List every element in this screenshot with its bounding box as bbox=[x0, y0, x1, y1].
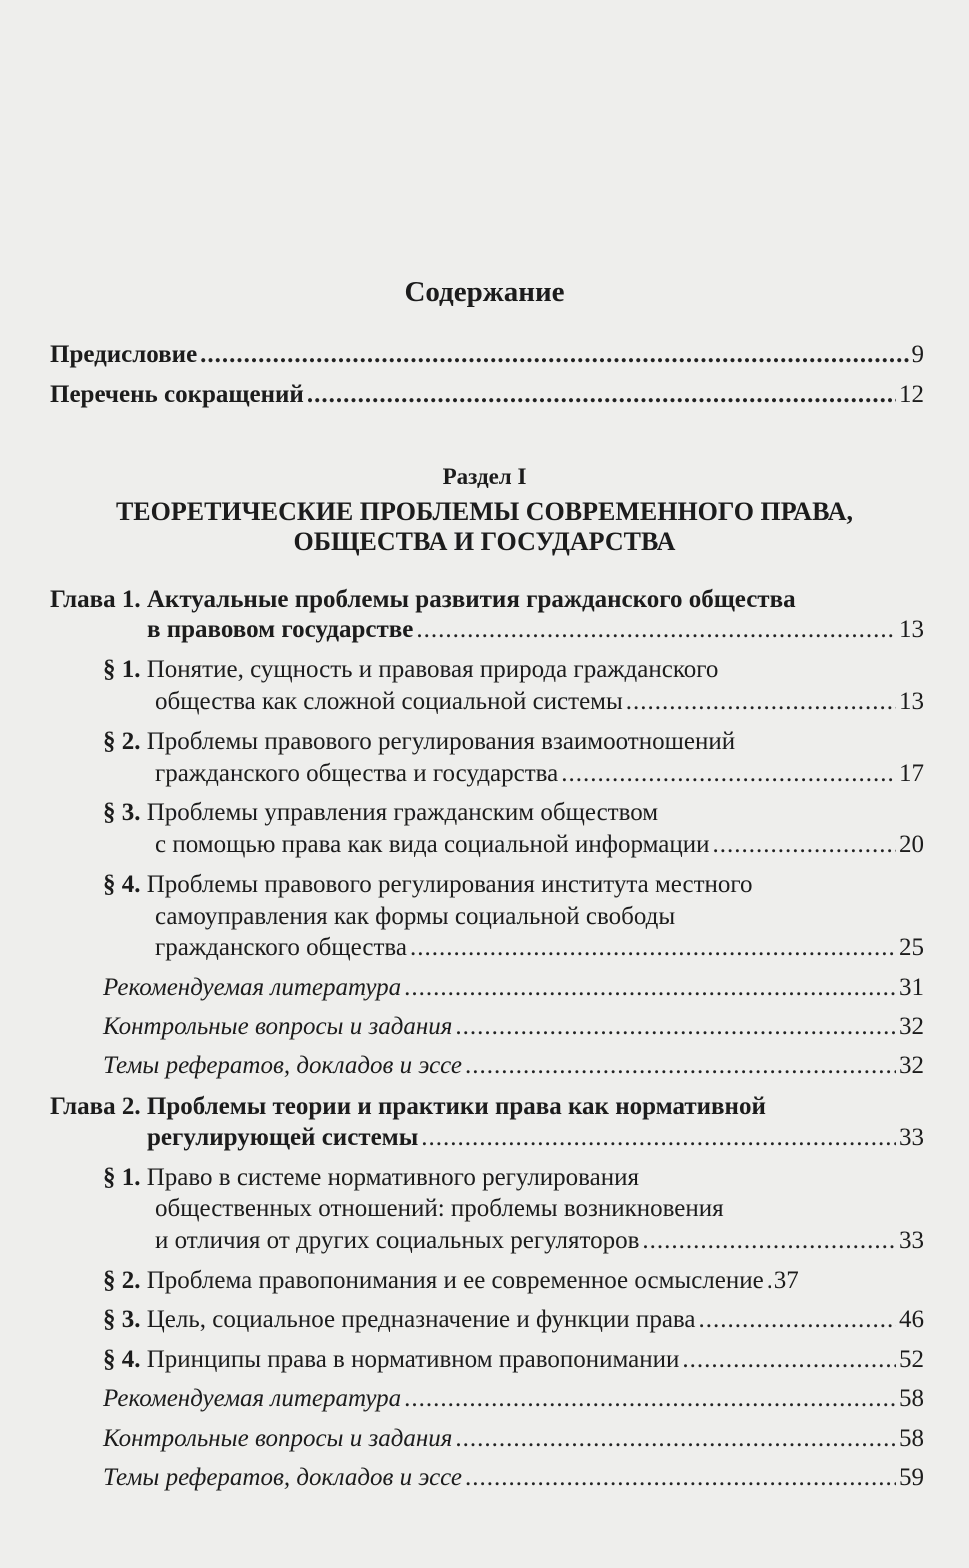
ch1-recommended-literature bbox=[103, 973, 924, 1003]
entry-page: 52 bbox=[899, 1346, 924, 1373]
leader-dots bbox=[465, 1051, 896, 1081]
entry-page: 20 bbox=[899, 831, 924, 858]
leader-dots bbox=[642, 1226, 896, 1256]
ch2-paragraph-3 bbox=[103, 1305, 924, 1335]
paragraph-line: гражданского общества bbox=[155, 934, 407, 961]
entry-text: Перечень сокращений bbox=[50, 381, 304, 408]
entry-text: Контрольные вопросы и задания bbox=[103, 1013, 453, 1040]
ch2-paragraph-4 bbox=[103, 1345, 924, 1375]
paragraph-number: § 4. bbox=[103, 1346, 141, 1373]
paragraph-line: общественных отношений: проблемы возникновения bbox=[155, 1195, 724, 1222]
entry-page: 33 bbox=[899, 1227, 924, 1254]
entry-page: 58 bbox=[899, 1425, 924, 1452]
ch1-paragraph-3 bbox=[103, 798, 658, 828]
entry-text: Предисловие bbox=[50, 341, 198, 368]
ch1-paragraph-4 bbox=[103, 870, 753, 900]
chapter-title-line2: регулирующей системы bbox=[147, 1124, 419, 1151]
entry-page: 32 bbox=[899, 1013, 924, 1040]
paragraph-line: общества как сложной социальной системы bbox=[155, 688, 623, 715]
paragraph-line: Цель, социальное предназначение и функции права bbox=[146, 1306, 696, 1333]
entry-page: 32 bbox=[899, 1052, 924, 1079]
leader-dots bbox=[200, 340, 908, 370]
entry-page: 59 bbox=[899, 1464, 924, 1491]
paragraph-line: гражданского общества и государства bbox=[155, 760, 559, 787]
entry-text: Темы рефератов, докладов и эссе bbox=[103, 1464, 463, 1491]
ch1-paragraph-4-end bbox=[155, 933, 924, 963]
paragraph-number: § 3. bbox=[103, 799, 141, 826]
paragraph-line: Проблемы правового регулирования института местного bbox=[146, 871, 753, 898]
leader-dots bbox=[712, 830, 896, 860]
paragraph-number: § 4. bbox=[103, 871, 141, 898]
paragraph-line: самоуправления как формы социальной свободы bbox=[155, 903, 676, 930]
toc-entry-preface bbox=[50, 340, 924, 370]
paragraph-line: Право в системе нормативного регулирования bbox=[146, 1164, 639, 1191]
chapter-2-title bbox=[50, 1092, 766, 1122]
entry-text: Рекомендуемая литература bbox=[103, 1385, 402, 1412]
ch1-paragraph-1-end bbox=[155, 687, 924, 717]
leader-dots bbox=[421, 1123, 896, 1153]
leader-dots bbox=[410, 933, 896, 963]
paragraph-number: § 2. bbox=[103, 1267, 141, 1294]
leader-dots bbox=[455, 1012, 896, 1042]
paragraph-line: и отличия от других социальных регуляторов bbox=[155, 1227, 640, 1254]
leader-dots bbox=[404, 1384, 896, 1414]
paragraph-number: § 2. bbox=[103, 728, 141, 755]
paragraph-line: Понятие, сущность и правовая природа гражданского bbox=[146, 656, 719, 683]
paragraph-line: с помощью права как вида социальной информации bbox=[155, 831, 710, 858]
ch2-control-questions bbox=[103, 1424, 924, 1454]
paragraph-line: Проблемы управления гражданским обществом bbox=[146, 799, 659, 826]
entry-page: 58 bbox=[899, 1385, 924, 1412]
section-label: Раздел I bbox=[442, 464, 527, 489]
leader-dots bbox=[465, 1463, 896, 1493]
ch1-paragraph-2-end bbox=[155, 759, 924, 789]
page-title: Содержание bbox=[404, 276, 565, 308]
entry-page: 31 bbox=[899, 974, 924, 1001]
entry-page: 37 bbox=[773, 1267, 799, 1294]
chapter-title-line1: Проблемы теории и практики права как нормативной bbox=[146, 1093, 766, 1120]
ch2-paragraph-1 bbox=[103, 1163, 639, 1193]
entry-text: Рекомендуемая литература bbox=[103, 974, 402, 1001]
chapter-2-title-end bbox=[147, 1123, 924, 1153]
toc-entry-abbreviations bbox=[50, 380, 924, 410]
leader-dots bbox=[767, 1266, 771, 1296]
entry-page: 17 bbox=[899, 760, 924, 787]
paragraph-line: Проблема правопонимания и ее современное осмысление bbox=[146, 1267, 764, 1294]
entry-page: 9 bbox=[911, 341, 924, 368]
ch1-paragraph-3-end bbox=[155, 830, 924, 860]
section-title-line2: ОБЩЕСТВА И ГОСУДАРСТВА bbox=[293, 527, 676, 556]
entry-text: Темы рефератов, докладов и эссе bbox=[103, 1052, 463, 1079]
leader-dots bbox=[455, 1424, 896, 1454]
chapter-label: Глава 1. bbox=[50, 586, 141, 613]
ch1-paragraph-2 bbox=[103, 727, 735, 757]
entry-page: 33 bbox=[899, 1124, 924, 1151]
ch2-recommended-literature bbox=[103, 1384, 924, 1414]
ch1-essay-topics bbox=[103, 1051, 924, 1081]
leader-dots bbox=[404, 973, 896, 1003]
entry-page: 12 bbox=[899, 381, 924, 408]
paragraph-line: Проблемы правового регулирования взаимоотношений bbox=[146, 728, 736, 755]
entry-page: 13 bbox=[899, 616, 924, 643]
leader-dots bbox=[698, 1305, 896, 1335]
chapter-title-line2: в правовом государстве bbox=[147, 616, 414, 643]
leader-dots bbox=[307, 380, 896, 410]
leader-dots bbox=[626, 687, 896, 717]
paragraph-number: § 1. bbox=[103, 1164, 141, 1191]
ch2-paragraph-1-end bbox=[155, 1226, 924, 1256]
entry-page: 13 bbox=[899, 688, 924, 715]
entry-page: 46 bbox=[899, 1306, 924, 1333]
chapter-1-title bbox=[50, 585, 796, 615]
ch2-essay-topics bbox=[103, 1463, 924, 1493]
paragraph-number: § 3. bbox=[103, 1306, 141, 1333]
leader-dots bbox=[561, 759, 896, 789]
leader-dots bbox=[682, 1345, 896, 1375]
chapter-label: Глава 2. bbox=[50, 1093, 141, 1120]
section-title-line1: ТЕОРЕТИЧЕСКИЕ ПРОБЛЕМЫ СОВРЕМЕННОГО ПРАВА, bbox=[115, 497, 854, 526]
paragraph-line: Принципы права в нормативном правопонимании bbox=[146, 1346, 680, 1373]
paragraph-number: § 1. bbox=[103, 656, 141, 683]
entry-page: 25 bbox=[899, 934, 924, 961]
chapter-title-line1: Актуальные проблемы развития гражданского общества bbox=[146, 586, 796, 613]
ch1-control-questions bbox=[103, 1012, 924, 1042]
leader-dots bbox=[416, 615, 896, 645]
ch1-paragraph-1 bbox=[103, 655, 718, 685]
entry-text: Контрольные вопросы и задания bbox=[103, 1425, 453, 1452]
chapter-1-title-end bbox=[147, 615, 924, 645]
ch2-paragraph-2 bbox=[103, 1266, 924, 1296]
